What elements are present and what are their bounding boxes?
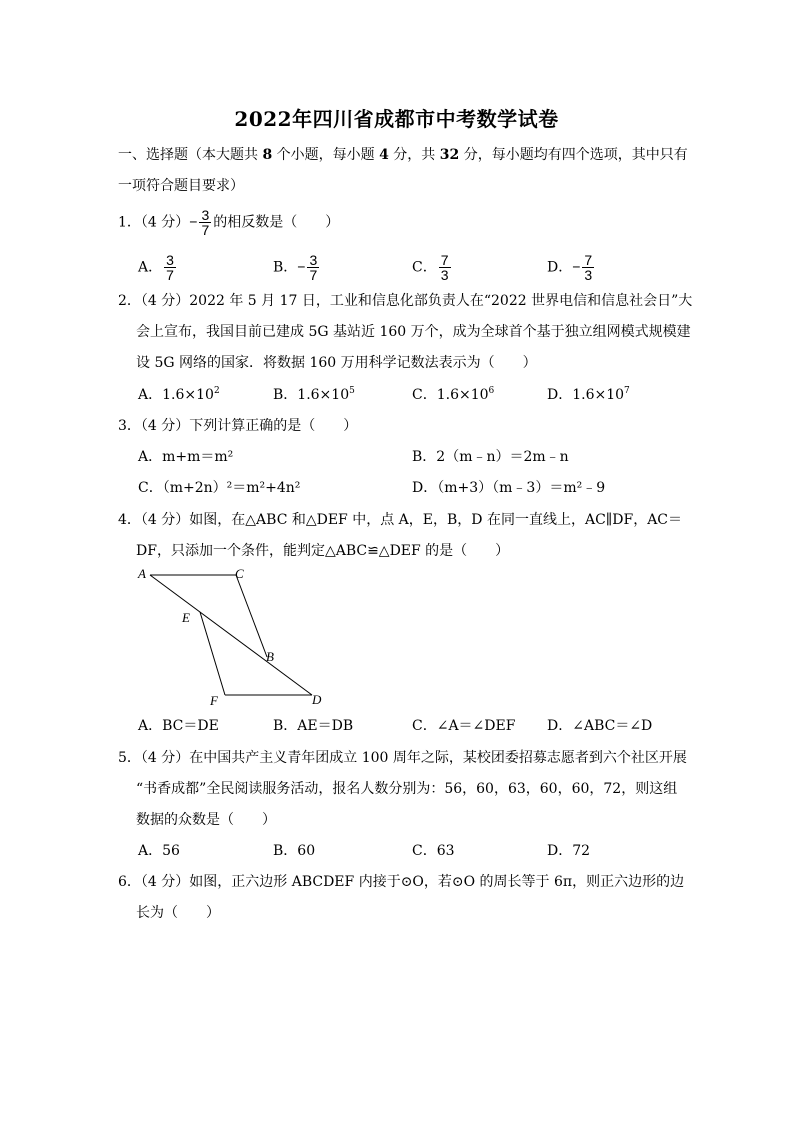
point-label-f: F <box>210 693 218 707</box>
q2-option-b-label: B． <box>273 387 298 403</box>
minus-sign: − <box>189 213 198 230</box>
point-label-e: E <box>182 610 190 625</box>
q2-option-c-exp: 6 <box>488 386 495 396</box>
section-text-a: 一、选择题（本大题共 <box>118 147 263 163</box>
question-5-line2: “书香成都”全民阅读服务活动，报名人数分别为：56，60，63，60，60，72，则这组 <box>136 781 678 797</box>
q1-option-d-den: 3 <box>584 267 593 283</box>
q1-suffix: 的相反数是（ ） <box>213 214 340 231</box>
q2-option-a-base: 1.6×10 <box>162 387 214 403</box>
q1-option-c-fraction <box>439 253 451 282</box>
section-text-b: 个小题，每小题 <box>272 147 380 163</box>
q1-option-b <box>273 253 321 282</box>
q5-option-a: A．56 <box>138 843 180 859</box>
q2-option-a-label: A． <box>138 387 163 403</box>
point-label-c: C <box>235 566 244 581</box>
question-6-line1: 6．（4 分）如图，正六边形 ABCDEF 内接于⊙O，若⊙O 的周长等于 6π，则正六边形的边 <box>118 874 685 890</box>
q1-numerator: 3 <box>201 207 210 223</box>
geometry-figure <box>136 562 336 707</box>
question-1 <box>118 208 339 237</box>
q1-option-b-den: 7 <box>309 267 318 283</box>
q1-option-d-num: 7 <box>584 252 593 268</box>
q1-option-a-label: A． <box>138 259 163 276</box>
q2-option-d <box>547 386 630 404</box>
section-text-c: 分，共 <box>388 147 440 163</box>
q1-option-a-den: 7 <box>166 267 174 283</box>
q1-option-d-fraction <box>582 253 594 282</box>
q1-option-b-fraction <box>307 253 319 282</box>
q5-option-d: D．72 <box>547 843 591 859</box>
q2-option-d-exp: 7 <box>624 386 630 396</box>
question-2-line3: 设 5G 网络的国家．将数据 160 万用科学记数法表示为（ ） <box>136 355 537 371</box>
q2-option-a-exp: 2 <box>213 386 220 396</box>
q1-fraction <box>199 208 211 237</box>
section-text-d: 分，每小题均有四个选项，其中只有 <box>459 147 688 163</box>
section-heading-line2: 一项符合题目要求） <box>118 178 244 194</box>
q3-option-d: D．（m+3）（m﹣3）＝m²﹣9 <box>412 480 606 496</box>
point-label-a: A <box>138 566 146 581</box>
q1-option-c-num: 7 <box>440 252 449 268</box>
q1-option-b-sign: − <box>297 258 306 275</box>
section-each: 4 <box>379 147 389 163</box>
q1-option-b-num: 3 <box>309 252 318 268</box>
q1-option-c-label: C． <box>412 259 437 276</box>
question-5-line3: 数据的众数是（ ） <box>136 812 276 828</box>
section-heading-line1 <box>118 146 688 164</box>
q3-option-a: A．m+m＝m² <box>138 449 234 465</box>
q4-option-b: B．AE＝DB <box>273 718 354 734</box>
q2-option-b <box>273 386 355 404</box>
question-2-line2: 会上宣布，我国目前已建成 5G 基站近 160 万个，成为全球首个基于独立组网模式规模建 <box>136 324 691 340</box>
q1-option-d-label: D． <box>547 259 573 276</box>
q2-option-c <box>412 386 494 404</box>
q4-option-a: A．BC＝DE <box>138 718 219 734</box>
point-label-b: B <box>266 649 274 664</box>
q1-option-a-fraction <box>164 253 176 282</box>
segment-cb <box>236 575 267 657</box>
segment-ef <box>200 612 225 695</box>
q1-prefix: 1．（4 分） <box>118 214 190 231</box>
q1-option-c-den: 3 <box>440 267 449 283</box>
q4-option-d: D．∠ABC＝∠D <box>547 718 653 734</box>
point-label-d: D <box>312 692 322 707</box>
segment-ad <box>150 575 312 695</box>
q1-option-c <box>412 253 453 282</box>
q2-option-b-exp: 5 <box>349 386 355 396</box>
question-4-line2: DF，只添加一个条件，能判定△ABC≌△DEF 的是（ ） <box>136 543 510 559</box>
q1-denominator: 7 <box>201 222 210 238</box>
question-4-line1: 4．（4 分）如图，在△ABC 和△DEF 中，点 A，E，B，D 在同一直线上，AC∥DF，AC＝ <box>118 512 683 528</box>
q5-option-b: B．60 <box>273 843 316 859</box>
page-title: 2022年四川省成都市中考数学试卷 <box>234 107 559 131</box>
q2-option-b-base: 1.6×10 <box>297 387 350 403</box>
q3-option-c: C．（m+2n）²＝m²+4n² <box>138 480 301 496</box>
section-count: 8 <box>262 147 273 163</box>
q2-option-d-label: D． <box>547 387 573 403</box>
q1-option-b-label: B． <box>273 259 298 276</box>
q1-option-d-sign: − <box>572 258 581 275</box>
section-total: 32 <box>439 147 460 163</box>
q5-option-c: C．63 <box>412 843 455 859</box>
q1-option-a <box>138 253 178 282</box>
q2-option-a <box>138 386 220 404</box>
q3-option-b: B．2（m﹣n）＝2m﹣n <box>412 449 569 465</box>
q2-option-c-base: 1.6×10 <box>436 387 489 403</box>
question-5-line1: 5．（4 分）在中国共产主义青年团成立 100 周年之际，某校团委招募志愿者到六个社区开展 <box>118 750 687 766</box>
q2-option-c-label: C． <box>412 387 437 403</box>
question-3: 3．（4 分）下列计算正确的是（ ） <box>118 418 358 434</box>
q4-option-c: C．∠A＝∠DEF <box>412 718 516 734</box>
question-6-line2: 长为（ ） <box>136 905 220 921</box>
question-2-line1: 2．（4 分）2022 年 5 月 17 日，工业和信息化部负责人在“2022 世界电信和信息社会日”大 <box>118 293 693 309</box>
q2-option-d-base: 1.6×10 <box>572 387 625 403</box>
q1-option-d <box>547 253 596 282</box>
q1-option-a-num: 3 <box>166 252 174 268</box>
